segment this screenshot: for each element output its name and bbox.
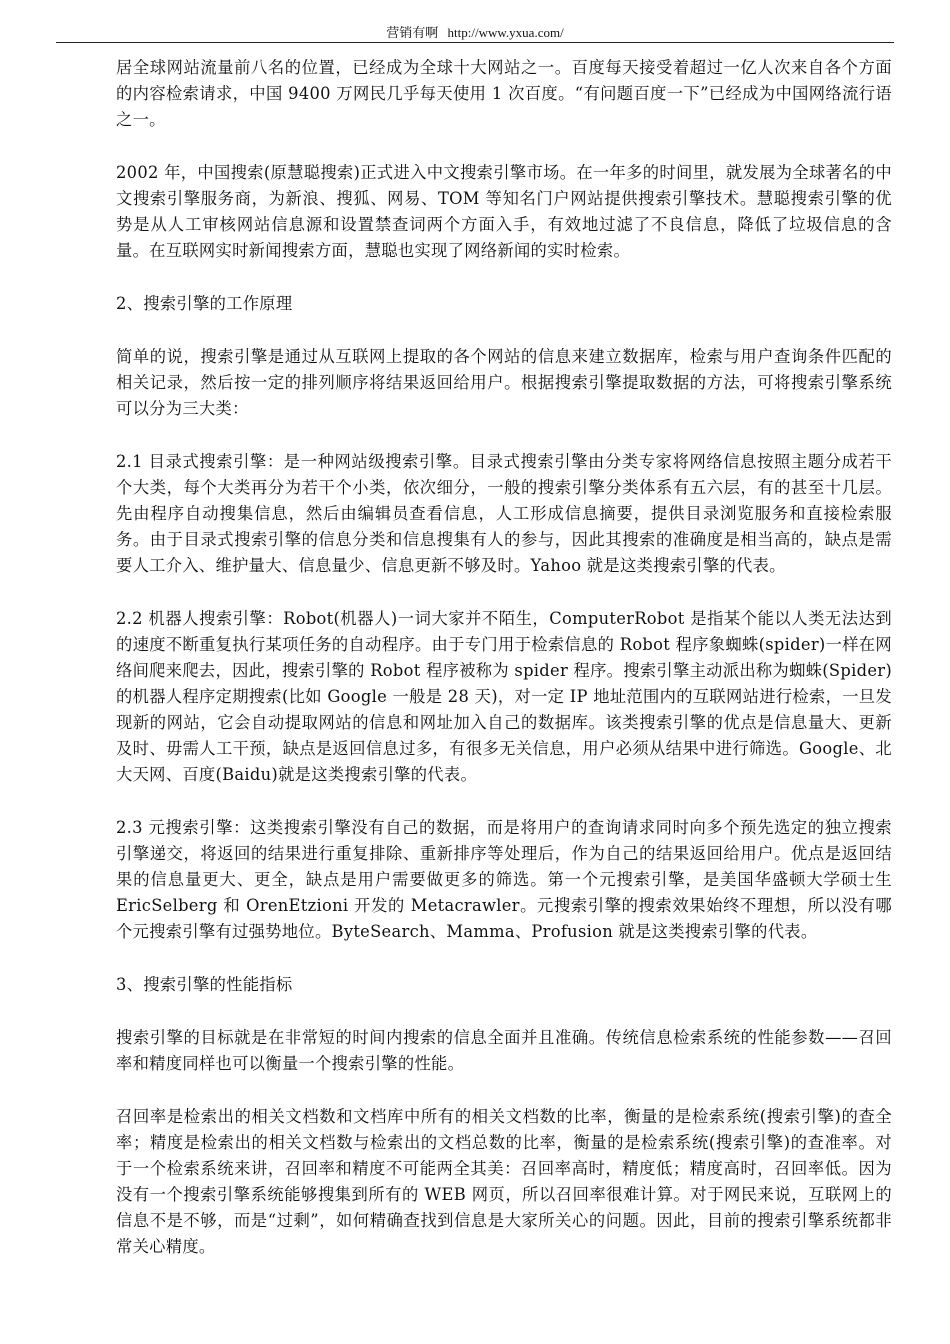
paragraph-robot-engine: 2.2 机器人搜索引擎：Robot(机器人)一词大家并不陌生，ComputerRobot 是指某个能以人类无法达到的速度不断重复执行某项任务的自动程序。由于专门用于检索信息的 Robot 程序象蜘蛛(spider)一样在网络间爬来爬去，因此，搜索引擎的 Robot 程序被称为 spider 程序。搜索引擎主动派出称为蜘蛛(Spider)的机器人程序定期搜索(比如 Google 一般是 28 天)，对一定 IP 地址范围内的互联网站进行检索，一旦发现新的网站，它会自动提取网站的信息和网址加入自己的数据库。该类搜索引擎的优点是信息量大、更新及时、毋需人工干预，缺点是返回信息过多，有很多无关信息，用户必须从结果中进行筛选。Google、北大天网、百度(Baidu)就是这类搜索引擎的代表。 — [116, 609, 892, 784]
paragraph-directory-engine: 2.1 目录式搜索引擎：是一种网站级搜索引擎。目录式搜索引擎由分类专家将网络信息按照主题分成若干个大类，每个大类再分为若干个小类，依次细分，一般的搜索引擎分类体系有五六层，有的甚至十几层。先由程序自动搜集信息，然后由编辑员查看信息，人工形成信息摘要，提供目录浏览服务和直接检索服务。由于目录式搜索引擎的信息分类和信息搜集有人的参与，因此其搜索的准确度是相当高的，缺点是需要人工介入、维护量大、信息量少、信息更新不够及时。Yahoo 就是这类搜索引擎的代表。 — [116, 452, 892, 575]
page-header — [0, 22, 950, 41]
header-url: http://www.yxua.com/ — [447, 25, 564, 40]
header-divider — [56, 42, 894, 43]
header-site-name: 营销有啊 — [386, 25, 439, 40]
paragraph-baidu-intro: 居全球网站流量前八名的位置，已经成为全球十大网站之一。百度每天接受着超过一亿人次来自各个方面的内容检索请求，中国 9400 万网民几乎每天使用 1 次百度。“有问题百度一下”已经成为中国网络流行语之一。 — [116, 58, 892, 129]
document-body — [116, 55, 892, 1287]
section-heading-performance: 3、搜索引擎的性能指标 — [116, 975, 293, 994]
paragraph-meta-engine: 2.3 元搜索引擎：这类搜索引擎没有自己的数据，而是将用户的查询请求同时向多个预先选定的独立搜索引擎递交，将返回的结果进行重复排除、重新排序等处理后，作为自己的结果返回给用户。优点是返回结果的信息量更大、更全，缺点是用户需要做更多的筛选。第一个元搜索引擎，是美国华盛顿大学硕士生 EricSelberg 和 OrenEtzioni 开发的 Metacrawler。元搜索引擎的搜索效果始终不理想，所以没有哪个元搜索引擎有过强势地位。ByteSearch、Mamma、Profusion 就是这类搜索引擎的代表。 — [116, 818, 892, 941]
paragraph-zhongsou: 2002 年，中国搜索(原慧聪搜索)正式进入中文搜索引擎市场。在一年多的时间里，就发展为全球著名的中文搜索引擎服务商，为新浪、搜狐、网易、TOM 等知名门户网站提供搜索引擎技术。慧聪搜索引擎的优势是从人工审核网站信息源和设置禁查词两个方面入手，有效地过滤了不良信息，降低了垃圾信息的含量。在互联网实时新闻搜索方面，慧聪也实现了网络新闻的实时检索。 — [116, 163, 892, 260]
paragraph-principle-overview: 简单的说，搜索引擎是通过从互联网上提取的各个网站的信息来建立数据库，检索与用户查询条件匹配的相关记录，然后按一定的排列顺序将结果返回给用户。根据搜索引擎提取数据的方法，可将搜索引擎系统可以分为三大类： — [116, 347, 892, 418]
section-heading-working-principle: 2、搜索引擎的工作原理 — [116, 294, 293, 313]
paragraph-recall-precision: 召回率是检索出的相关文档数和文档库中所有的相关文档数的比率，衡量的是检索系统(搜索引擎)的查全率；精度是检索出的相关文档数与检索出的文档总数的比率，衡量的是检索系统(搜索引擎)的查准率。对于一个检索系统来讲，召回率和精度不可能两全其美：召回率高时，精度低；精度高时，召回率低。因为没有一个搜索引擎系统能够搜集到所有的 WEB 网页，所以召回率很难计算。对于网民来说，互联网上的信息不是不够，而是“过剩”，如何精确查找到信息是大家所关心的问题。因此，目前的搜索引擎系统都非常关心精度。 — [116, 1107, 892, 1256]
paragraph-performance-goal: 搜索引擎的目标就是在非常短的时间内搜索的信息全面并且准确。传统信息检索系统的性能参数——召回率和精度同样也可以衡量一个搜索引擎的性能。 — [116, 1028, 892, 1073]
